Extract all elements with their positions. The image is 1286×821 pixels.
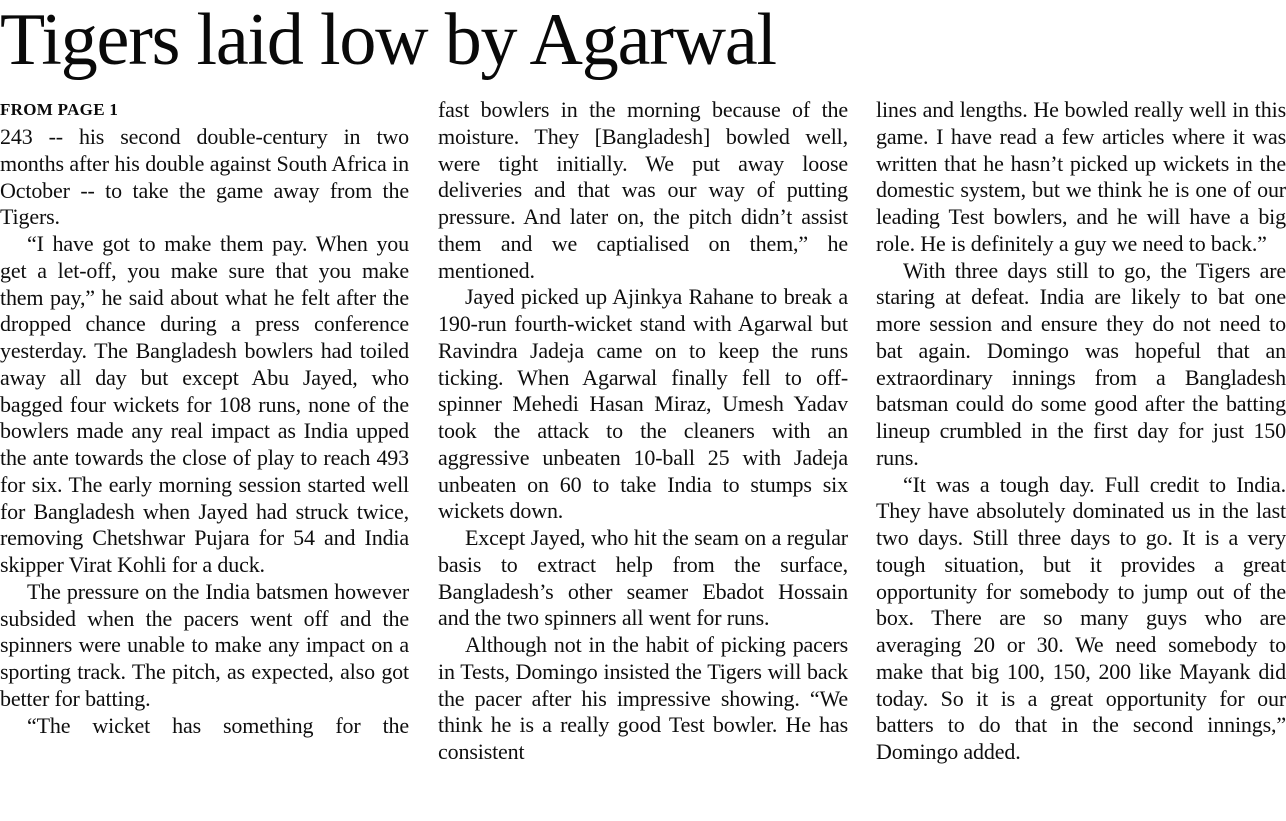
article-paragraph: “The wicket has something for the	[27, 712, 409, 738]
article-paragraph: Except Jayed, who hit the seam on a regular basis to extract help from the surface, Bangladesh’s other seamer Ebadot Hossain and the two spinners all went for runs.	[438, 525, 848, 631]
article-column-1	[0, 99, 409, 739]
article-paragraph: Although not in the habit of picking pacers in Tests, Domingo insisted the Tigers will back the pacer after his impressive showing. “We think he is a really good Test bowler. He has consistent	[438, 632, 848, 764]
article-column-2	[438, 97, 848, 766]
article-paragraph: fast bowlers in the morning because of the moisture. They [Bangladesh] bowled well, were tight initially. We put away loose deliveries and that was our way of putting pressure. And later on, the pitch didn’t assist them and we captialised on them,” he mentioned.	[438, 97, 848, 283]
from-page-kicker: FROM PAGE 1	[0, 100, 119, 119]
article-paragraph: 243 -- his second double-century in two months after his double against South Africa in October -- to take the game away from the Tigers.	[0, 124, 409, 230]
article-headline: Tigers laid low by Agarwal	[0, 0, 776, 81]
article-paragraph: lines and lengths. He bowled really well in this game. I have read a few articles where it was written that he hasn’t picked up wickets in the domestic system, but we think he is one of our leading Test bowlers, and he will have a big role. He is definitely a guy we need to back.”	[876, 97, 1286, 256]
article-paragraph: The pressure on the India batsmen however subsided when the pacers went off and the spinners were unable to make any impact on a sporting track. The pitch, as expected, also got better for batting.	[0, 578, 409, 711]
article-paragraph: With three days still to go, the Tigers are staring at defeat. India are likely to bat one more session and ensure they do not need to bat again. Domingo was hopeful that an extraordinary innings from a Bangladesh batsman could do some good after the batting lineup crumbled in the first day for just 150 runs.	[876, 257, 1286, 470]
article-column-3	[876, 97, 1286, 766]
article-paragraph: “I have got to make them pay. When you get a let-off, you make sure that you make them pay,” he said about what he felt after the dropped chance during a press conference yesterday. The Bangladesh bowlers had toiled away all day but except Abu Jayed, who bagged four wickets for 108 runs, none of the bowlers made any real impact as India upped the ante towards the close of play to reach 493 for six. The early morning session started well for Bangladesh when Jayed had struck twice, removing Chetshwar Pujara for 54 and India skipper Virat Kohli for a duck.	[0, 231, 409, 577]
article-paragraph: “It was a tough day. Full credit to India. They have absolutely dominated us in the last two days. Still three days to go. It is a very tough situation, but it provides a great opportunity for somebody to jump out of the box. There are so many guys who are averaging 20 or 30. We need somebody to make that big 100, 150, 200 like Mayank did today. So it is a great opportunity for our batters to do that in the second innings,” Domingo added.	[876, 471, 1286, 764]
article-paragraph: Jayed picked up Ajinkya Rahane to break a 190-run fourth-wicket stand with Agarwal but Ravindra Jadeja came on to keep the runs ticking. When Agarwal finally fell to off-spinner Mehedi Hasan Miraz, Umesh Yadav took the attack to the cleaners with an aggressive unbeaten 10-ball 25 with Jadeja unbeaten on 60 to take India to stumps six wickets down.	[438, 284, 848, 524]
